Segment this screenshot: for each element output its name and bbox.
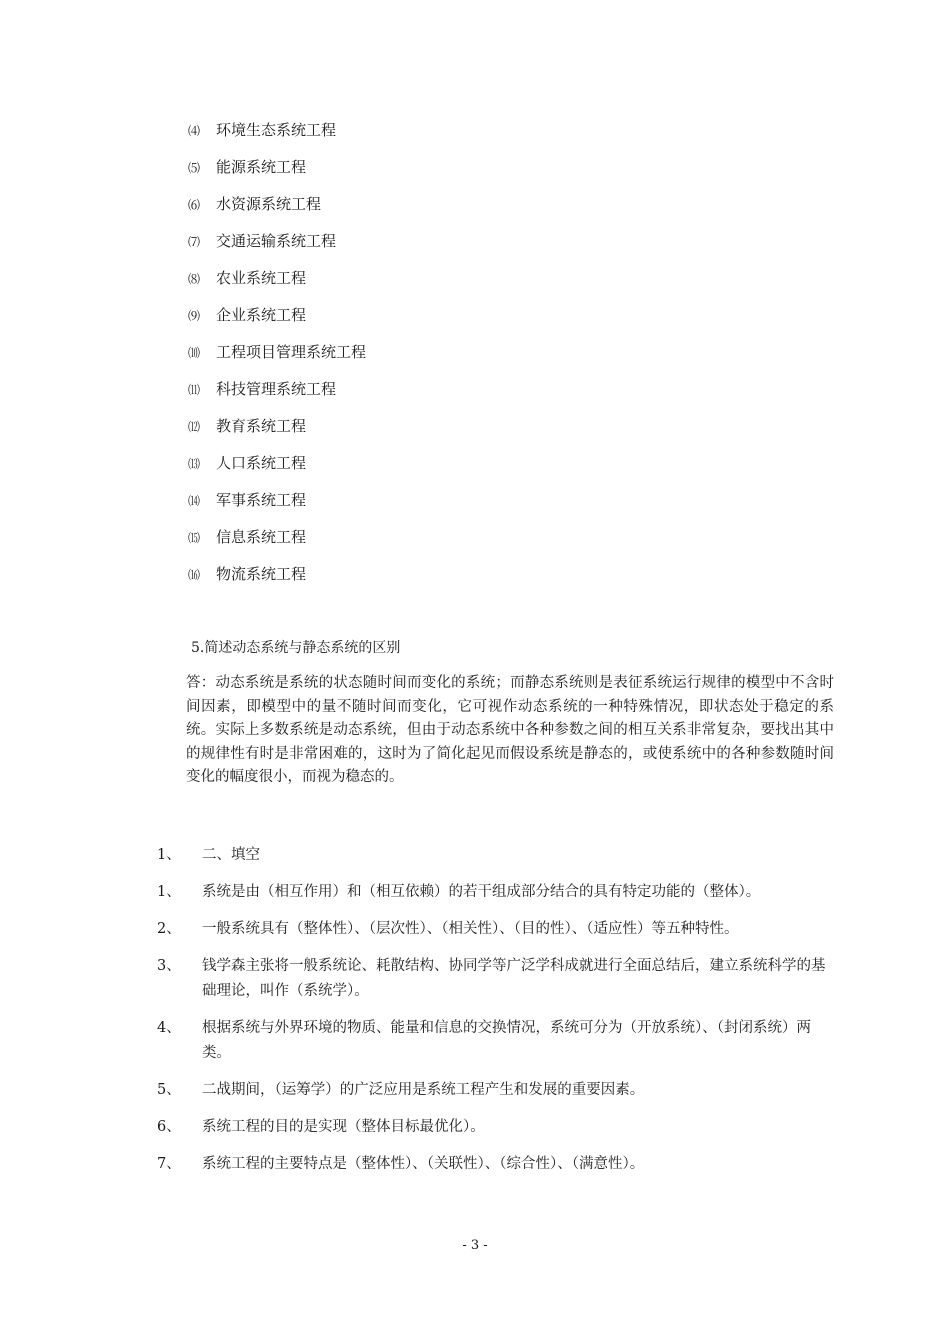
item-index: 6、 bbox=[157, 1119, 181, 1135]
list-item bbox=[188, 413, 366, 450]
list-item bbox=[188, 450, 366, 487]
engineering-list bbox=[188, 117, 366, 598]
list-item-number: ⑷ bbox=[188, 124, 201, 138]
list-item-number: ⑽ bbox=[188, 346, 201, 360]
list-item-text: 教育系统工程 bbox=[216, 417, 307, 435]
list-item bbox=[188, 117, 366, 154]
list-item bbox=[188, 339, 366, 376]
list-item bbox=[188, 191, 366, 228]
list-item-text: 水资源系统工程 bbox=[216, 195, 322, 213]
section-heading bbox=[157, 843, 837, 868]
list-item-text: 军事系统工程 bbox=[216, 491, 307, 509]
fill-item bbox=[157, 880, 837, 905]
list-item bbox=[188, 524, 366, 561]
item-index: 2、 bbox=[157, 921, 181, 937]
list-item-number: ⒀ bbox=[188, 457, 201, 471]
fill-item bbox=[157, 1016, 837, 1066]
fill-item bbox=[157, 1152, 837, 1177]
list-item-number: ⑹ bbox=[188, 198, 201, 212]
item-text: 二战期间，（运筹学）的广泛应用是系统工程产生和发展的重要因素。 bbox=[202, 1082, 645, 1098]
item-text: 系统是由（相互作用）和（相互依赖）的若干组成部分结合的具有特定功能的（整体）。 bbox=[202, 884, 761, 900]
item-index: 3、 bbox=[157, 958, 181, 974]
list-item-number: ⑼ bbox=[188, 309, 201, 323]
item-text: 钱学森主张将一般系统论、耗散结构、协同学等广泛学科成就进行全面总结后，建立系统科学的基础理论，叫作（系统学）。 bbox=[202, 958, 826, 999]
question-title: 5.简述动态系统与静态系统的区别 bbox=[191, 640, 401, 656]
item-index: 5、 bbox=[157, 1082, 181, 1098]
list-item bbox=[188, 376, 366, 413]
list-item-text: 工程项目管理系统工程 bbox=[216, 343, 367, 361]
item-text: 二、填空 bbox=[202, 847, 260, 863]
list-item-text: 人口系统工程 bbox=[216, 454, 307, 472]
list-item-text: 环境生态系统工程 bbox=[216, 121, 337, 139]
item-text: 根据系统与外界环境的物质、能量和信息的交换情况，系统可分为（开放系统）、（封闭系统）两类。 bbox=[202, 1020, 811, 1061]
list-item-text: 科技管理系统工程 bbox=[216, 380, 337, 398]
list-item bbox=[188, 228, 366, 265]
list-item-text: 交通运输系统工程 bbox=[216, 232, 337, 250]
fill-item bbox=[157, 1078, 837, 1103]
fill-item bbox=[157, 917, 837, 942]
item-index: 7、 bbox=[157, 1156, 181, 1172]
list-item-number: ⑺ bbox=[188, 235, 201, 249]
fill-item bbox=[157, 954, 837, 1004]
fill-in-section bbox=[157, 843, 837, 1177]
fill-item bbox=[157, 1115, 837, 1140]
list-item-text: 能源系统工程 bbox=[216, 158, 307, 176]
item-text: 系统工程的主要特点是（整体性）、（关联性）、（综合性）、（满意性）。 bbox=[202, 1156, 645, 1172]
question-answer: 答：动态系统是系统的状态随时间而变化的系统；而静态系统则是表征系统运行规律的模型中不含时间因素，即模型中的量不随时间而变化，它可视作动态系统的一种特殊情况，即状态处于稳定的系统。实际上多数系统是动态系统，但由于动态系统中各种参数之间的相互关系非常复杂，要找出其中的规律性有时是非常困难的，这时为了简化起见而假设系统是静态的，或使系统中的各种参数随时间变化的幅度很小，而视为稳态的。 bbox=[186, 675, 834, 785]
list-item bbox=[188, 265, 366, 302]
list-item-number: ⑾ bbox=[188, 383, 201, 397]
list-item-text: 信息系统工程 bbox=[216, 528, 307, 546]
list-item-text: 农业系统工程 bbox=[216, 269, 307, 287]
list-item-number: ⒁ bbox=[188, 494, 201, 508]
list-item bbox=[188, 561, 366, 598]
list-item-text: 物流系统工程 bbox=[216, 565, 307, 583]
item-index: 1、 bbox=[157, 884, 181, 900]
item-text: 系统工程的目的是实现（整体目标最优化）。 bbox=[202, 1119, 485, 1135]
list-item-text: 企业系统工程 bbox=[216, 306, 307, 324]
list-item bbox=[188, 487, 366, 524]
list-item-number: ⒂ bbox=[188, 531, 201, 545]
list-item-number: ⑻ bbox=[188, 272, 201, 286]
list-item bbox=[188, 154, 366, 191]
list-item-number: ⒃ bbox=[188, 568, 201, 582]
item-index: 4、 bbox=[157, 1020, 181, 1036]
list-item-number: ⑿ bbox=[188, 420, 201, 434]
item-text: 一般系统具有（整体性）、（层次性）、（相关性）、（目的性）、（适应性）等五种特性。 bbox=[202, 921, 739, 937]
list-item bbox=[188, 302, 366, 339]
page-number: - 3 - bbox=[462, 1238, 488, 1253]
list-item-number: ⑸ bbox=[188, 161, 201, 175]
item-index: 1、 bbox=[157, 847, 181, 863]
